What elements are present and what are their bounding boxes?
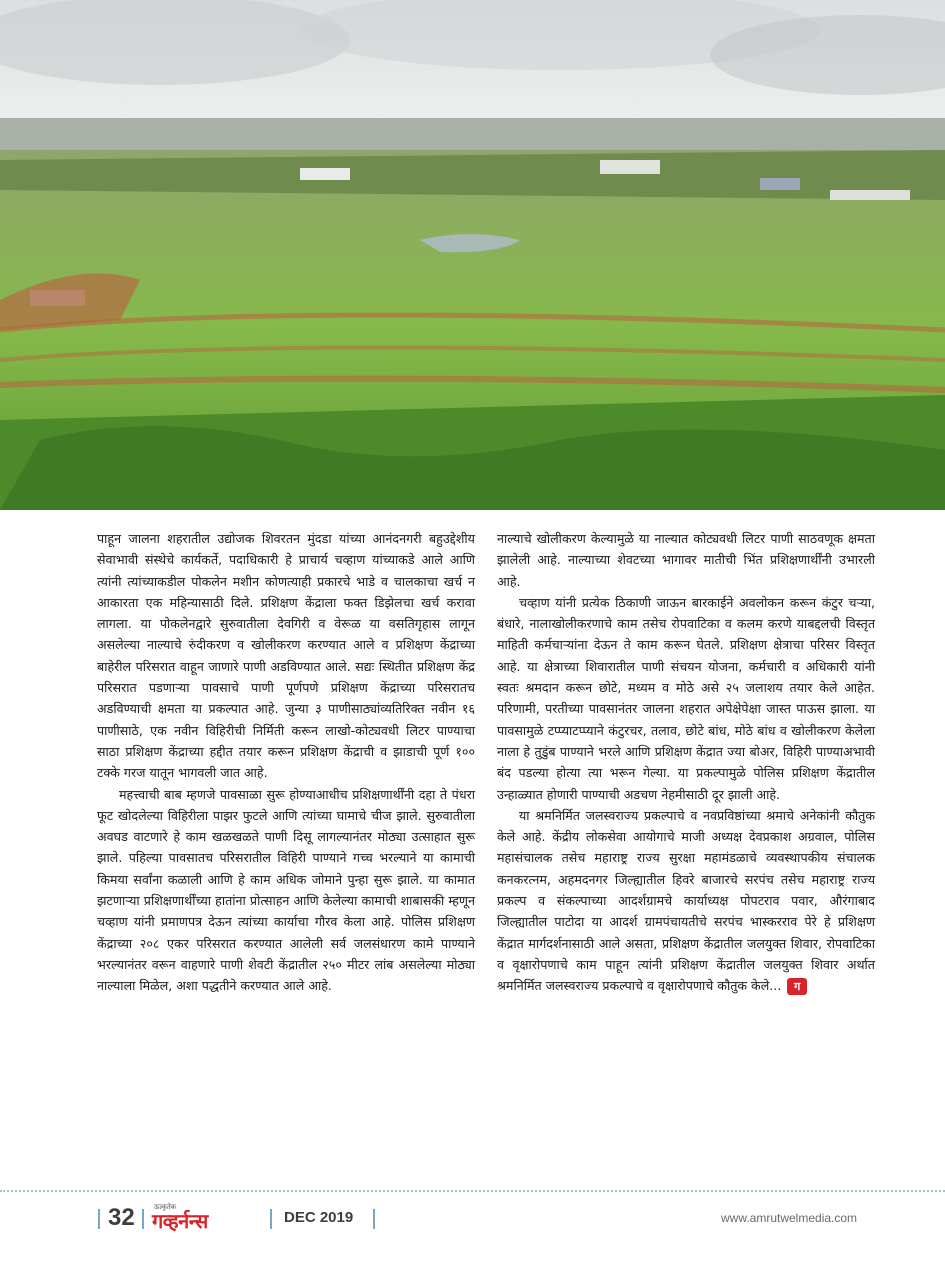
paragraph-text: या श्रमनिर्मित जलस्वराज्य प्रकल्पाचे व नवप्रविष्ठांच्या श्रमाचे अनेकांनी कौतुक केले आहे. केंद्रीय लोकसेवा आयोगाचे माजी अध्यक्ष देवप्रकाश अग्रवाल, पोलिस महासंचालक तसेच महाराष्ट्र राज्य सुरक्षा महामंडळाचे व्यवस्थापकीय संचालक कनकरत्नम, अहमदनगर जिल्ह्यातील हिवरे बाजारचे सरपंच तसेच महाराष्ट्र राज्य प्रकल्प व संकल्पाच्या आदर्शग्रामचे कार्याध्यक्ष पोपटराव पवार, औरंगाबाद जिल्ह्यातील पाटोदा या आदर्श ग्रामपंचायतीचे सरपंच भास्करराव पेरे हे प्रशिक्षण केंद्रात मार्गदर्शनासाठी आले असता, प्रशिक्षण केंद्रातील जलयुक्त शिवार, रोपवाटिका व वृक्षारोपणाचे काम पाहून त्यांनी प्रशिक्षण केंद्रातील जलयुक्त शिवार अर्थात श्रमनिर्मित जलस्वराज्य प्रकल्पाचे व वृक्षारोपणाचे कौतुक केले...: [497, 807, 875, 994]
end-of-article-icon: ग: [787, 978, 807, 995]
aerial-landscape-photo: [0, 0, 945, 510]
page-number: 32: [108, 1204, 135, 1231]
separator-bar: [142, 1209, 144, 1229]
separator-bar: [373, 1209, 375, 1229]
paragraph: [497, 805, 875, 997]
website-link[interactable]: www.amrutwelmedia.com: [721, 1211, 858, 1225]
paragraph: नाल्याचे खोलीकरण केल्यामुळे या नाल्यात कोट्यवधी लिटर पाणी साठवणूक क्षमता झालेली आहे. नाल्याच्या शेवटच्या भागावर मातीची भिंत प्रशिक्षणार्थींनी उभारली आहे.: [497, 531, 875, 589]
logo-tagline: ऊत्कृतेक: [154, 1203, 177, 1211]
separator-bar: [270, 1209, 272, 1229]
article-column-right: [497, 528, 875, 997]
footer-divider: [0, 1190, 945, 1192]
logo-wordmark: गव्हर्नन्स: [152, 1209, 208, 1233]
paragraph: चव्हाण यांनी प्रत्येक ठिकाणी जाऊन बारकाईने अवलोकन करून कंटुर चऱ्या, बंधारे, नालाखोलीकरणाचे काम तसेच रोपवाटिका व कलम करणे याबद्दलची विस्तृत माहिती कर्मचाऱ्यांना देऊन ते काम करून घेतले. प्रशिक्षण क्षेत्राचा परिसर विस्तृत आहे. या क्षेत्राच्या शिवारातील पाणी संचयन योजना, कर्मचारी व अधिकारी यांनी स्वतः श्रमदान करून छोटे, मध्यम व मोठे असे २५ जलाशय तयार केले आहेत. परिणामी, परतीच्या पावसानंतर जालना शहरात अपेक्षेपेक्षा जास्त पाऊस झाला. या पावसामुळे टप्प्याटप्प्याने कंटुरचर, तलाव, छोटे बांध, मोठे बांध व खोलीकरण केलेला नाला हे तुडुंब पाण्याने भरले आणि प्रशिक्षण केंद्रात ज्या बोअर, विहिरी पाण्याअभावी बंद पडल्या होत्या त्या भरून गेल्या. या प्रकल्पामुळे पोलिस प्रशिक्षण केंद्रातील उन्हाळ्यात होणारी पाण्याची अडचण नेहमीसाठी दूर झाली आहे.: [497, 594, 875, 802]
paragraph: पाहून जालना शहरातील उद्योजक शिवरतन मुंदडा यांच्या आनंदनगरी बहुउद्देशीय सेवाभावी संस्थेचे कार्यकर्ते, पदाधिकारी हे प्राचार्य चव्हाण यांच्याकडे आले आणि त्यांनी त्यांच्याकडील पोकलेन मशीन कोणत्याही प्रकारचे भाडे व चालकाचा खर्च न आकारता एक महिन्यासाठी दिले. प्रशिक्षण केंद्राला फक्त डिझेलचा खर्च करावा लागला. या पोकलेनद्वारे सुरुवातीला देवगिरी व वेरूळ या वसतिगृहास लागून असलेल्या नाल्याचे रुंदीकरण व खोलीकरण करण्यात आले व प्रशिक्षण केंद्राच्या बाहेरील परिसरात वाहून जाणारे पाणी अडविण्यात आले. सद्यः स्थितीत प्रशिक्षण केंद्र परिसरात पडणाऱ्या पावसाचे पाणी पूर्णपणे प्रशिक्षण केंद्राच्या परिसरातच अडविण्याची क्षमता या प्रकल्पात आहे. जुन्या ३ पाणीसाठ्यांव्यतिरिक्त नवीन १६ पाणीसाठे, एक नवीन विहिरीची निर्मिती करून लाखो-कोट्यवधी लिटर पाण्याचा साठा प्रशिक्षण केंद्राच्या हद्दीत तयार करून प्रशिक्षण केंद्राची व झाडाची पूर्ण १०० टक्के गरज यातून भागवली जात आहे.: [97, 531, 475, 781]
issue-date: DEC 2019: [284, 1209, 354, 1226]
page-footer: [0, 1203, 945, 1237]
paragraph: महत्त्वाची बाब म्हणजे पावसाळा सुरू होण्याआधीच प्रशिक्षणार्थींनी दहा ते पंधरा फूट खोदलेल्या विहिरीला पाझर फुटले आणि त्यांच्या घामाचे चीज झाले. सुरुवातीला अवघड वाटणारे हे काम खळखळते पाणी दिसू लागल्यानंतर मोठ्या उत्साहात सुरू झाले. पहिल्या पावसातच परिसरातील विहिरी पाण्याने गच्च भरल्याने या कामाची किमया सर्वांना कळाली आणि हे काम अधिक जोमाने पुन्हा सुरू झाले. या कामात झटणाऱ्या प्रशिक्षणार्थींच्या हातांना प्रोत्साहन आणि केलेल्या कामाची शाबासकी म्हणून चव्हाण यांनी प्रमाणपत्र देऊन त्यांच्या कार्याचा गौरव केला आहे. पोलिस प्रशिक्षण केंद्राच्या २०८ एकर परिसरात करण्यात आलेली सर्व जलसंधारण कामे पाण्याने भरल्यानंतर वरून वाहणारे पाणी शेवटी केंद्रातील २५० मीटर लांब असलेल्या मोठ्या नाल्याला मिळेल, अशा पद्धतीने करण्यात आले आहे.: [97, 786, 475, 994]
separator-bar: [98, 1209, 100, 1229]
article-column-left: [97, 528, 475, 997]
magazine-logo: [152, 1203, 260, 1233]
